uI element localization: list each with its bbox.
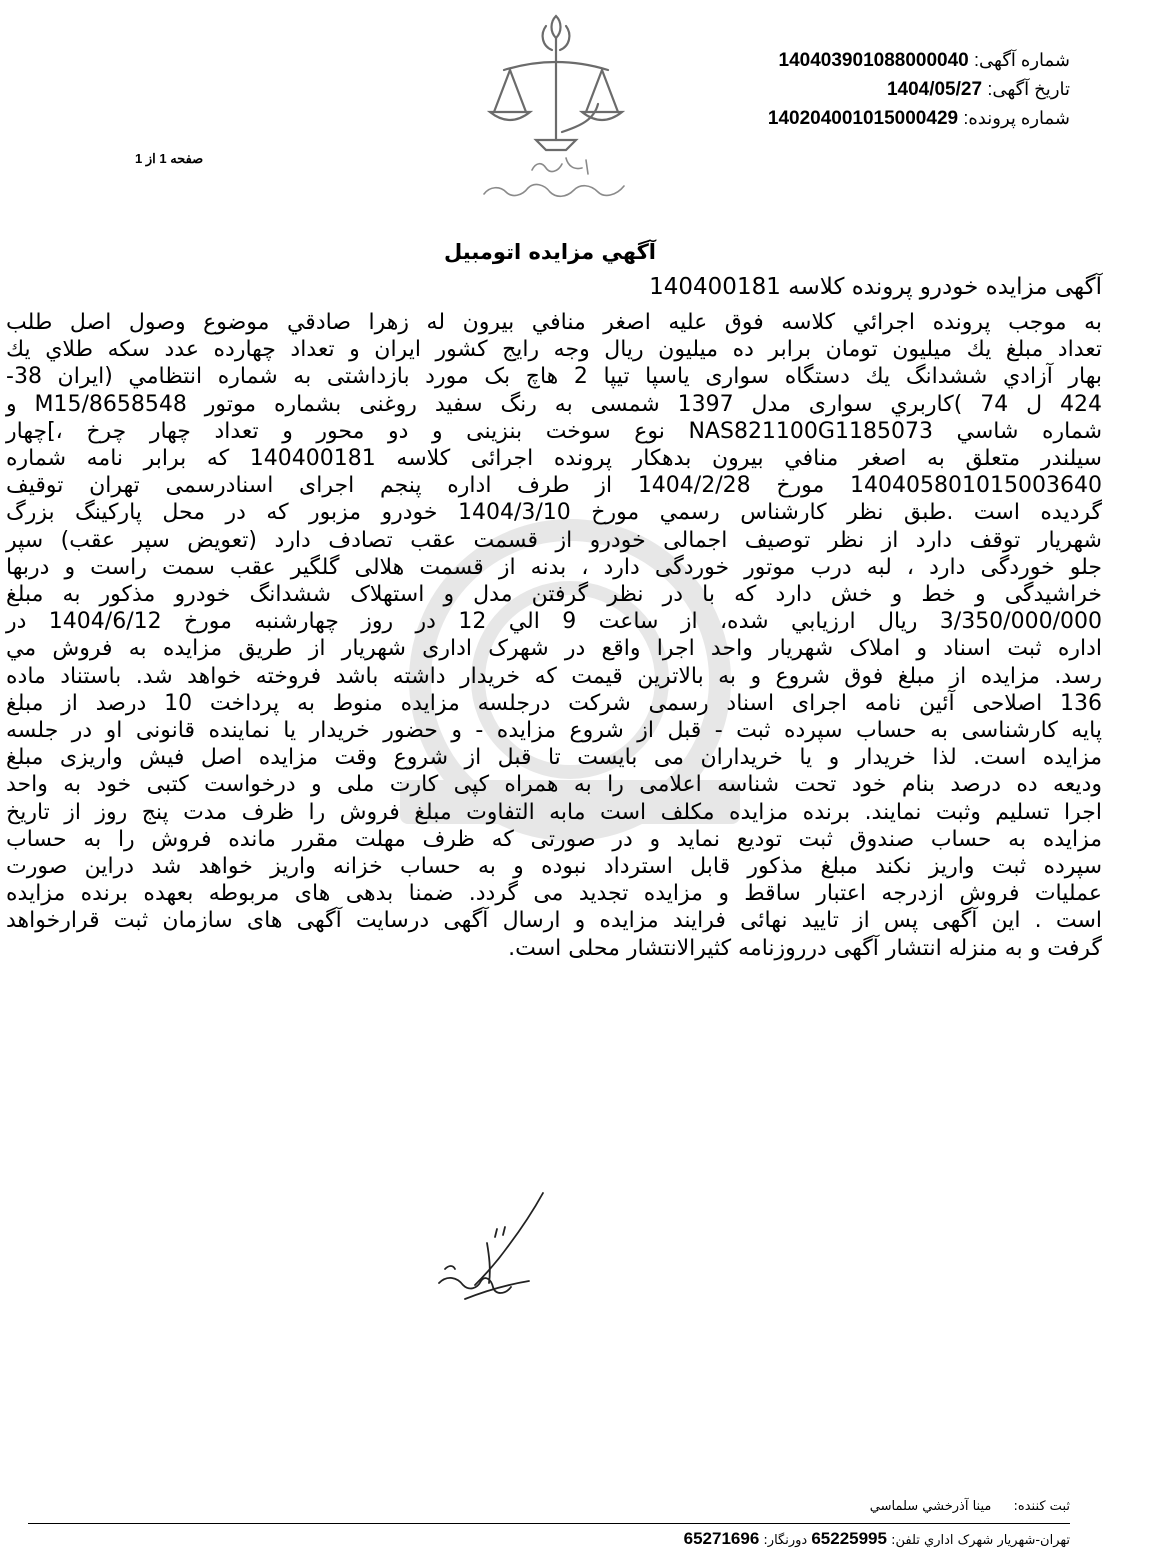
page-number: صفحه 1 از 1 — [135, 151, 204, 166]
body-line: سيلندر متعلق به اصغر منافي بيرون بدهكار پرونده اجرائی كلاسه 140400181 كه برابر نامه شماره — [6, 446, 1102, 472]
document-subtitle: آگهی مزایده خودرو پرونده کلاسه 140400181 — [649, 274, 1102, 300]
notice-date: 1404/05/27 — [886, 79, 983, 100]
document-title: آگهي مزايده اتومبيل — [444, 240, 656, 264]
body-line: عمليات فروش ازدرجه اعتبار ساقط و مزايده تجديد می گردد. ضمنا بدهی های مربوطه بعهده برنده مزايده — [6, 881, 1102, 907]
case-number-row — [768, 104, 1070, 133]
notice-date-row — [768, 75, 1070, 104]
footer-contact — [684, 1529, 1070, 1549]
body-line: گرديده است .طبق نظر كارشناس رسمي مورخ 1404/3/10 خودرو مزبور كه در محل پاركينگ بزرگ — [6, 500, 1102, 526]
notice-number: 140403901088000040 — [778, 50, 969, 71]
body-line: بهار آزادي ششدانگ يك دستگاه سواری ياسپا تيپا 2 هاچ بک مورد بازداشتی به شماره انتظامي (ايران 38- — [6, 364, 1102, 390]
body-line: شهريار توقف دارد از نظر توصيف اجمالی خودرو از قسمت عقب تصادف دارد (تعويض سپر عقب) سپر — [6, 527, 1102, 553]
fax-number: 65271696 — [683, 1529, 760, 1548]
registrar — [870, 1499, 1070, 1514]
notice-body — [6, 309, 1102, 962]
body-line: 424 ل 74 )كاربري سواری مدل 1397 شمسی به رنگ سفيد روغنی بشماره موتور M15/8658548 و — [6, 391, 1102, 417]
registrar-name: مينا آذرخشي سلماسي — [869, 1499, 992, 1514]
notice-number-row — [768, 46, 1070, 75]
body-line: اداره ثبت اسناد و املاک شهريار واحد اجرا واقع در شهرک اداری شهريار از طريق مزايده به فروش مي — [6, 636, 1102, 662]
body-line: گرفت و به منزله انتشار آگهی درروزنامه كثيرالانتشار محلی است. — [508, 935, 1102, 961]
body-line: 3/350/000/000 ريال ارزيابي شده، از ساعت 9 الي 12 در روز چهارشنبه مورخ 1404/6/12 در — [6, 609, 1102, 635]
body-line: خراشيدگی و خط و خش دارد كه با در نظر گرفتن مدل و استهلاک ششدانگ خودرو مذكور به مبلغ — [6, 582, 1102, 608]
body-line: جلو خوردگی دارد ، لبه درب موتور خوردگی دارد ، بدنه از قسمت هلالی گلگير عقب سمت راست و دربها — [6, 554, 1102, 580]
scales-of-justice-emblem-icon — [470, 8, 640, 208]
body-line: شماره شاسي NAS821100G1185073 نوع سوخت بنزينی و دو محور و تعداد چهار چرخ ،]چهار — [6, 418, 1103, 444]
fax-label: دورنگار: — [763, 1533, 808, 1548]
body-line: به موجب پرونده اجرائي كلاسه فوق عليه اصغر منافي بيرون له زهرا صادقي موضوع وصول اصل طلب — [6, 310, 1102, 335]
body-line: سپرده ثبت واريز نكند مبلغ مذكور قابل استرداد نبوده و به حساب خزانه واريز خواهد شد دراين صورت — [6, 854, 1102, 880]
case-number: 140204001015000429 — [767, 108, 959, 129]
body-line: اجرا تسليم وثبت نمايند. برنده مزايده مكلف است مابه التفاوت مبلغ فروش را ظرف مدت پنج روز از تاريخ — [6, 799, 1102, 825]
body-line: 140405801015003640 مورخ 1404/2/28 از طرف اداره پنجم اجرای اسنادرسمی تهران توقيف — [6, 473, 1102, 499]
body-line: است . اين آگهی پس از تاييد نهائی فرايند مزايده و ارسال آگهی درسايت آگهی های سازمان ثبت قرارخواهد — [6, 908, 1102, 934]
body-line: پايه كارشناسی به حساب سپرده ثبت - قبل از شروع مزايده - و حضور خريدار يا نماينده قانونی او در جلسه — [6, 718, 1102, 744]
phone-number: 65225995 — [811, 1529, 887, 1548]
footer-divider — [28, 1523, 1070, 1524]
notice-number-label: شماره آگهی: — [974, 50, 1070, 70]
body-line: 136 اصلاحی آئين نامه اجرای اسناد رسمی شركت درجلسه مزايده منوط به پرداخت 10 درصد از مبلغ — [6, 690, 1102, 716]
body-line: رسد. مزايده از مبلغ فوق شروع و به بالاترين قيمت كه خريدار داشته باشد فروخته خواهد شد. باستناد ماده — [6, 663, 1102, 689]
notice-header — [768, 46, 1070, 133]
office-address: تهران-شهريار شهرک اداري تلفن: — [891, 1533, 1070, 1548]
notice-date-label: تاریخ آگهی: — [987, 79, 1070, 99]
registrar-label: ثبت كننده: — [1013, 1499, 1070, 1514]
body-line: مزايده به حساب صندوق ثبت توديع نمايد و در صورتی كه ظرف مهلت مقرر مانده فروش را به حساب — [6, 826, 1102, 852]
body-line: وديعه ده درصد بنام خود تحت شناسه اعلامی را به همراه كپی كارت ملی و درخواست كتبی خود به واحد — [6, 772, 1102, 798]
case-number-label: شماره پرونده: — [963, 108, 1070, 128]
body-line: تعداد مبلغ يك ميليون تومان برابر ده ميليون ريال وجه رايج كشور ايران و تعداد چهارده عدد سكه طلاي يك — [6, 337, 1102, 363]
body-line: مزايده است. لذا خريدار و يا خريداران می بايست تا قبل از شروع وقت مزايده اصل فيش واريزی مبلغ — [6, 745, 1102, 771]
handwritten-signature-icon — [425, 1185, 565, 1315]
